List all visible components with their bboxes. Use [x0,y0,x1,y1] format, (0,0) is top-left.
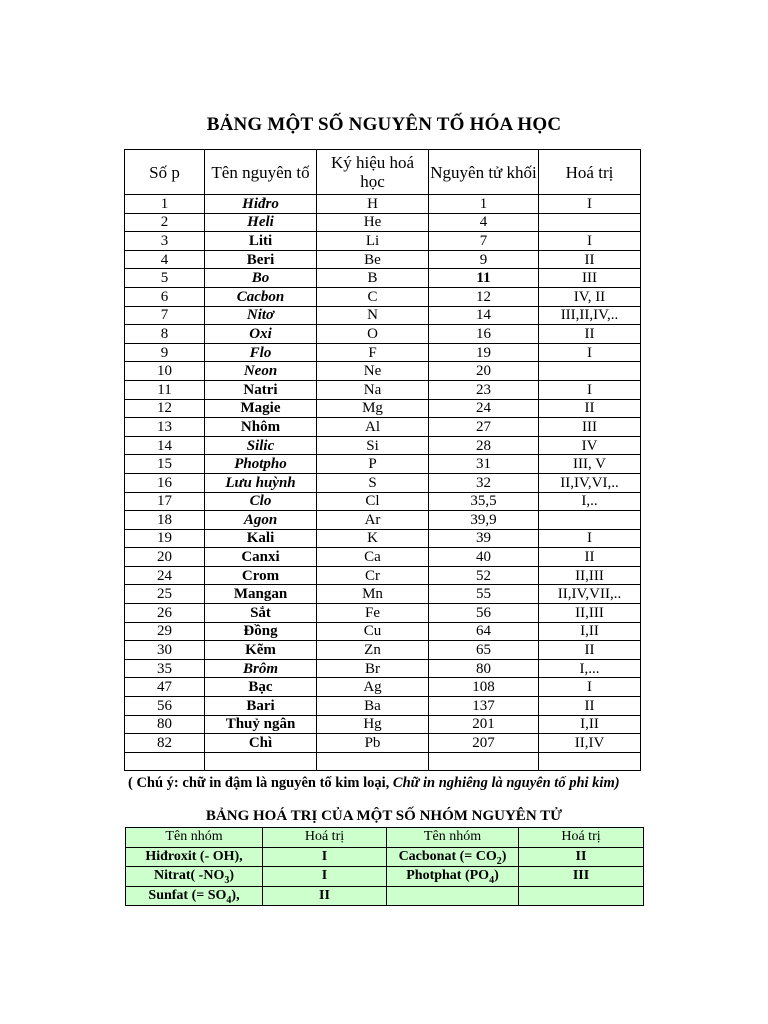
cell-atomic-mass: 40 [429,548,539,567]
cell-symbol: Al [317,418,429,437]
cell-atomic-mass: 1 [429,195,539,214]
table-row [125,325,641,344]
cell-symbol: Pb [317,734,429,753]
cell-atomic-mass: 27 [429,418,539,437]
cell-symbol: Hg [317,715,429,734]
cell-symbol: Si [317,436,429,455]
cell-valence: II [539,697,641,716]
cell-element-name: Agon [205,511,317,530]
footnote-metal: ( Chú ý: chữ in đậm là nguyên tố kim loại, [128,775,393,791]
header-group-valence: Hoá trị [263,828,387,848]
cell-atomic-mass: 207 [429,734,539,753]
cell-valence: I,II [539,715,641,734]
cell-valence: II,III [539,566,641,585]
group-subscript: 4 [489,875,495,886]
cell-element-name: Bari [205,697,317,716]
group-name-text: Sunfat (= SO [148,887,227,903]
cell-element-name: Lưu huỳnh [205,473,317,492]
cell-valence: II [539,399,641,418]
cell-atomic-mass: 4 [429,213,539,232]
group-valence-table [125,827,644,906]
cell-atomic-mass: 31 [429,455,539,474]
cell-valence: I [539,195,641,214]
cell-symbol: Ar [317,511,429,530]
cell-atomic-mass: 23 [429,380,539,399]
group-subscript: 2 [496,855,502,867]
cell-proton-number: 19 [125,529,205,548]
table-row [125,752,641,771]
cell-proton-number: 11 [125,380,205,399]
cell-proton-number: 3 [125,232,205,251]
cell-valence: II,IV,VI,.. [539,473,641,492]
cell-proton-number: 14 [125,436,205,455]
cell-valence: IV [539,436,641,455]
table-row [125,436,641,455]
cell-group-valence [519,886,644,906]
cell-atomic-mass: 19 [429,343,539,362]
cell-proton-number: 10 [125,362,205,381]
cell-element-name: Brôm [205,659,317,678]
cell-group-name [387,847,519,867]
cell-element-name: Beri [205,250,317,269]
cell-proton-number: 20 [125,548,205,567]
cell-atomic-mass: 64 [429,622,539,641]
cell-symbol: Ag [317,678,429,697]
cell-symbol: F [317,343,429,362]
group-name-suffix: ) [229,868,235,884]
cell-symbol: Zn [317,641,429,660]
cell-valence: I,... [539,659,641,678]
table-row [125,287,641,306]
cell-valence: I [539,678,641,697]
valence-table-title: BẢNG HOÁ TRỊ CỦA MỘT SỐ NHÓM NGUYÊN TỬ [205,808,563,824]
header-symbol: Ký hiệu hoá học [317,150,429,195]
table-row [125,380,641,399]
table-row [125,566,641,585]
cell-element-name: Hiđro [205,195,317,214]
group-name-text: Nitrat( -NO [153,868,225,884]
group-name-suffix: ) [494,868,499,884]
header-group-valence-2: Hoá trị [519,828,644,848]
cell-atomic-mass: 9 [429,250,539,269]
cell-atomic-mass: 7 [429,232,539,251]
table-row [126,847,644,867]
cell-proton-number: 6 [125,287,205,306]
cell-atomic-mass [429,752,539,771]
cell-proton-number: 25 [125,585,205,604]
cell-proton-number: 26 [125,604,205,623]
cell-atomic-mass: 80 [429,659,539,678]
cell-atomic-mass: 24 [429,399,539,418]
table-row [125,250,641,269]
table-row [125,195,641,214]
cell-symbol: B [317,269,429,288]
cell-valence: II,IV,VII,.. [539,585,641,604]
cell-symbol: O [317,325,429,344]
table-row [125,734,641,753]
cell-valence: III,II,IV,.. [539,306,641,325]
cell-proton-number: 80 [125,715,205,734]
cell-symbol: Fe [317,604,429,623]
cell-valence: II [539,641,641,660]
header-group-name-2: Tên nhóm [387,828,519,848]
cell-atomic-mass: 20 [429,362,539,381]
cell-element-name: Heli [205,213,317,232]
cell-element-name [205,752,317,771]
cell-group-name [126,847,263,867]
cell-atomic-mass: 39,9 [429,511,539,530]
cell-element-name: Mangan [205,585,317,604]
cell-valence: III [539,418,641,437]
cell-proton-number: 18 [125,511,205,530]
cell-proton-number [125,752,205,771]
cell-proton-number: 16 [125,473,205,492]
cell-proton-number: 4 [125,250,205,269]
cell-proton-number: 30 [125,641,205,660]
cell-symbol: He [317,213,429,232]
cell-element-name: Clo [205,492,317,511]
cell-atomic-mass: 14 [429,306,539,325]
header-group-name: Tên nhóm [126,828,263,848]
group-table-header [126,828,644,848]
group-name-text: Hiđroxit (- OH), [145,848,243,864]
cell-element-name: Chì [205,734,317,753]
cell-atomic-mass: 39 [429,529,539,548]
cell-valence: I [539,529,641,548]
cell-symbol: Br [317,659,429,678]
cell-symbol: Ca [317,548,429,567]
table-row [125,548,641,567]
cell-atomic-mass: 65 [429,641,539,660]
cell-valence [539,752,641,771]
table-row [125,604,641,623]
cell-valence: II [539,250,641,269]
cell-symbol: Be [317,250,429,269]
table-row [125,622,641,641]
cell-valence: II,III [539,604,641,623]
table-row [125,697,641,716]
cell-valence [539,213,641,232]
cell-element-name: Sắt [205,604,317,623]
cell-group-name [126,867,263,887]
cell-symbol: C [317,287,429,306]
cell-element-name: Canxi [205,548,317,567]
cell-group-name [387,867,519,887]
group-name-text: Cacbonat (= CO [398,848,497,864]
cell-proton-number: 17 [125,492,205,511]
cell-element-name: Neon [205,362,317,381]
elements-table-header [125,150,641,195]
cell-atomic-mass: 52 [429,566,539,585]
cell-symbol: H [317,195,429,214]
cell-valence: II [539,325,641,344]
cell-atomic-mass: 56 [429,604,539,623]
cell-element-name: Nitơ [205,306,317,325]
cell-symbol: S [317,473,429,492]
cell-element-name: Natri [205,380,317,399]
cell-element-name: Kali [205,529,317,548]
cell-valence: III, V [539,455,641,474]
header-valence: Hoá trị [539,150,641,195]
page-title: BẢNG MỘT SỐ NGUYÊN TỐ HÓA HỌC [206,114,562,135]
table-row [126,867,644,887]
cell-atomic-mass: 12 [429,287,539,306]
header-proton-number: Số p [125,150,205,195]
footnote [128,775,648,792]
cell-atomic-mass: 201 [429,715,539,734]
cell-valence [539,362,641,381]
cell-symbol: Mg [317,399,429,418]
cell-group-name [126,886,263,906]
table-row [125,715,641,734]
cell-valence [539,511,641,530]
cell-symbol: Li [317,232,429,251]
group-name-suffix: ) [501,848,507,864]
cell-element-name: Kẽm [205,641,317,660]
cell-proton-number: 35 [125,659,205,678]
cell-symbol: K [317,529,429,548]
cell-symbol: Cl [317,492,429,511]
cell-valence: I,.. [539,492,641,511]
cell-group-valence: III [519,867,644,887]
cell-valence: I [539,232,641,251]
footnote-nonmetal: Chữ in nghiêng là nguyên tố phi kim) [392,775,620,791]
cell-proton-number: 2 [125,213,205,232]
cell-element-name: Oxi [205,325,317,344]
cell-element-name: Bạc [205,678,317,697]
cell-valence: III [539,269,641,288]
header-element-name: Tên nguyên tố [205,150,317,195]
table-row [125,232,641,251]
cell-valence: II,IV [539,734,641,753]
cell-atomic-mass: 11 [429,269,539,288]
cell-proton-number: 1 [125,195,205,214]
cell-group-valence: I [263,867,387,887]
cell-element-name: Flo [205,343,317,362]
cell-symbol [317,752,429,771]
cell-proton-number: 29 [125,622,205,641]
table-row [125,455,641,474]
cell-proton-number: 7 [125,306,205,325]
cell-group-name [387,886,519,906]
cell-valence: I,II [539,622,641,641]
cell-element-name: Crom [205,566,317,585]
group-name-suffix: ), [231,887,240,903]
table-row [125,269,641,288]
table-row [125,678,641,697]
cell-symbol: P [317,455,429,474]
header-atomic-mass: Nguyên tử khối [429,150,539,195]
cell-symbol: Cr [317,566,429,585]
cell-atomic-mass: 28 [429,436,539,455]
table-row [125,418,641,437]
cell-element-name: Magie [205,399,317,418]
cell-element-name: Bo [205,269,317,288]
cell-symbol: N [317,306,429,325]
cell-element-name: Đồng [205,622,317,641]
table-row [125,306,641,325]
cell-element-name: Photpho [205,455,317,474]
cell-element-name: Cacbon [205,287,317,306]
elements-table [124,149,641,771]
table-row [125,641,641,660]
table-row [125,473,641,492]
table-row [125,362,641,381]
cell-proton-number: 24 [125,566,205,585]
table-row [125,585,641,604]
cell-proton-number: 9 [125,343,205,362]
cell-group-valence: II [263,886,387,906]
cell-element-name: Liti [205,232,317,251]
cell-atomic-mass: 32 [429,473,539,492]
cell-proton-number: 13 [125,418,205,437]
cell-proton-number: 5 [125,269,205,288]
cell-atomic-mass: 35,5 [429,492,539,511]
cell-proton-number: 47 [125,678,205,697]
cell-atomic-mass: 137 [429,697,539,716]
cell-element-name: Nhôm [205,418,317,437]
group-name-text: Photphat (PO [406,868,490,884]
cell-proton-number: 82 [125,734,205,753]
group-subscript: 3 [224,875,230,886]
cell-proton-number: 8 [125,325,205,344]
cell-atomic-mass: 16 [429,325,539,344]
cell-group-valence: I [263,847,387,867]
table-row [125,399,641,418]
table-row [125,529,641,548]
cell-element-name: Thuỷ ngân [205,715,317,734]
cell-atomic-mass: 55 [429,585,539,604]
cell-symbol: Cu [317,622,429,641]
cell-valence: IV, II [539,287,641,306]
table-row [125,213,641,232]
cell-proton-number: 15 [125,455,205,474]
cell-valence: II [539,548,641,567]
cell-proton-number: 12 [125,399,205,418]
cell-symbol: Mn [317,585,429,604]
cell-proton-number: 56 [125,697,205,716]
table-row [125,343,641,362]
group-subscript: 4 [226,894,232,906]
cell-valence: I [539,380,641,399]
cell-element-name: Silic [205,436,317,455]
cell-valence: I [539,343,641,362]
table-row [125,511,641,530]
cell-atomic-mass: 108 [429,678,539,697]
cell-group-valence: II [519,847,644,867]
table-row [125,492,641,511]
table-row [126,886,644,906]
cell-symbol: Ne [317,362,429,381]
cell-symbol: Ba [317,697,429,716]
table-row [125,659,641,678]
cell-symbol: Na [317,380,429,399]
